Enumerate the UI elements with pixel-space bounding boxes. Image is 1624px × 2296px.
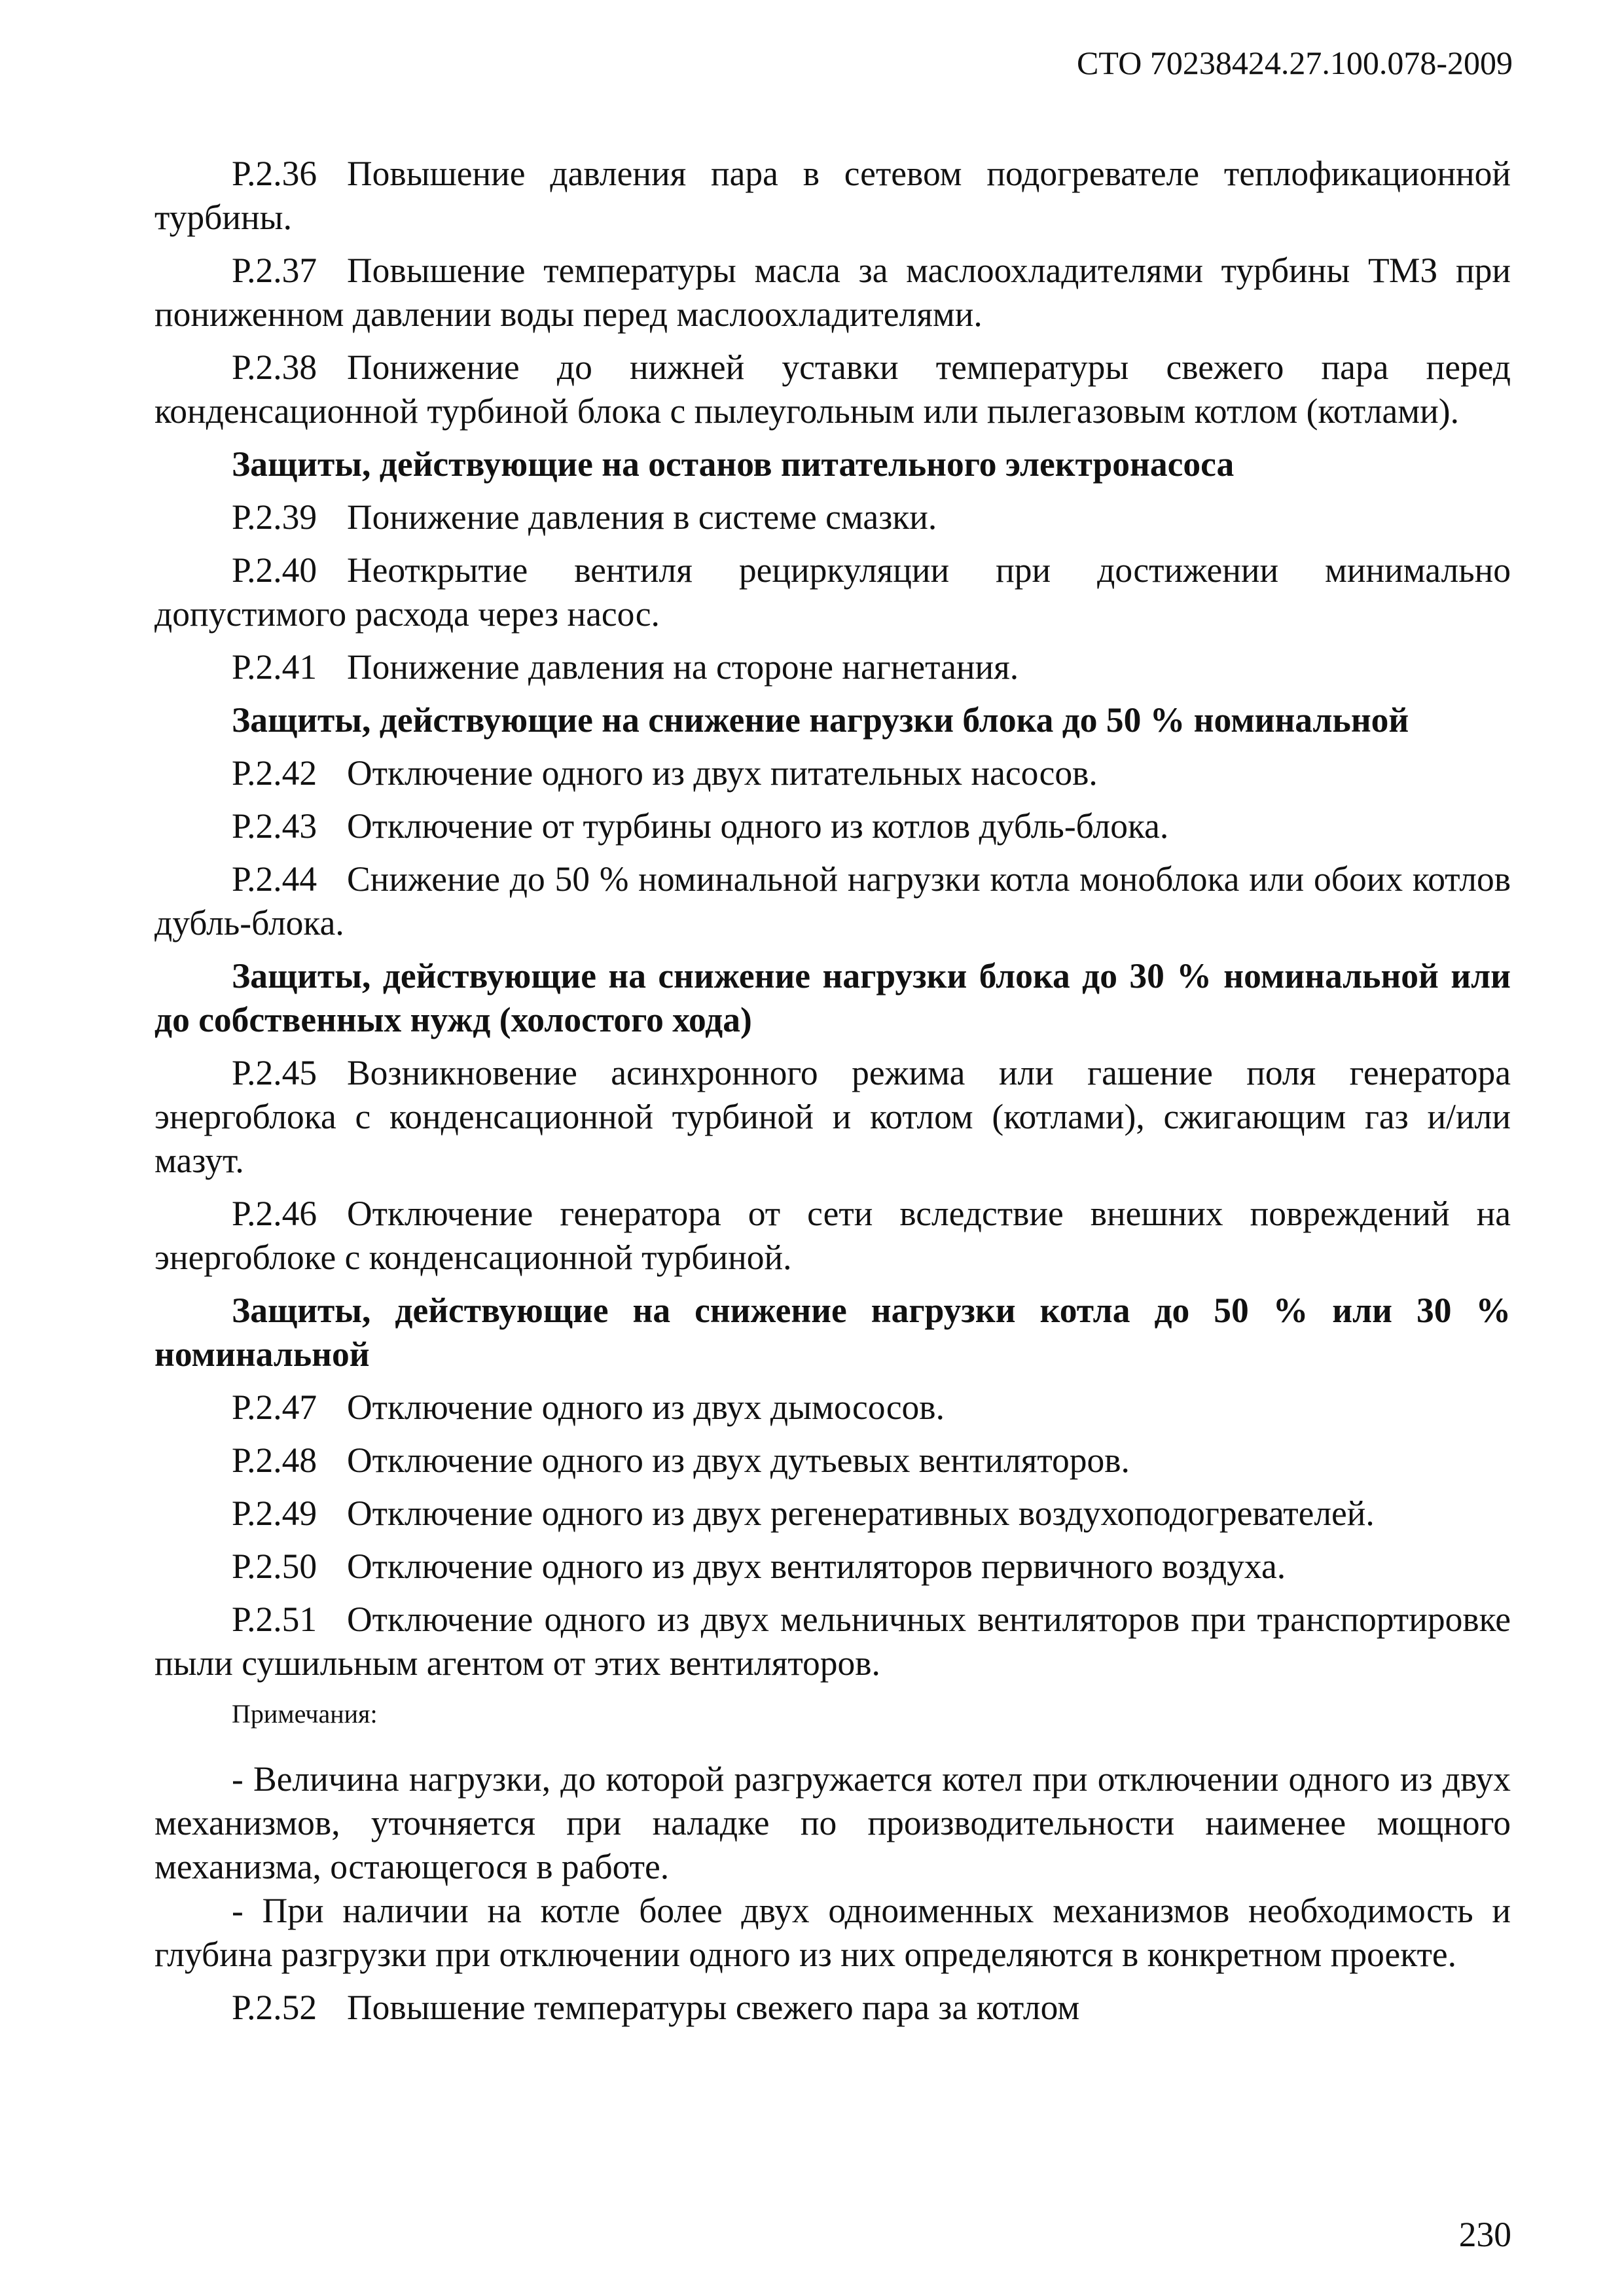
- clause-text: Снижение до 50 % номинальной нагрузки котла моноблока или обоих котлов дубль-блока.: [154, 859, 1511, 942]
- clause-p2-52: [154, 1986, 1511, 2030]
- clause-p2-51: [154, 1598, 1511, 1685]
- clause-number: Р.2.43: [232, 806, 317, 846]
- note-1: - Величина нагрузки, до которой разгружается котел при отключении одного из двух механизмов, уточняется при наладке по производительности наименее мощного механизма, остающегося в работе.: [154, 1759, 1511, 1886]
- clause-p2-49: [154, 1492, 1511, 1535]
- clause-number: Р.2.47: [232, 1388, 317, 1427]
- clause-text: Возникновение асинхронного режима или гашение поля генератора энергоблока с конденсационной турбиной и котлом (котлами), сжигающим газ и/или мазут.: [154, 1053, 1511, 1180]
- clause-text: Отключение одного из двух питательных насосов.: [347, 753, 1098, 793]
- clause-p2-45: [154, 1051, 1511, 1183]
- clause-text: Отключение одного из двух регенеративных воздухоподогревателей.: [347, 1494, 1375, 1533]
- note-2: - При наличии на котле более двух одноименных механизмов необходимость и глубина разгрузки при отключении одного из них определяются в конкретном проекте.: [154, 1891, 1511, 1974]
- clause-p2-39: [154, 495, 1511, 539]
- clause-text: Повышение температуры масла за маслоохладителями турбины ТМЗ при пониженном давлении воды перед маслоохладителями.: [154, 251, 1511, 334]
- notes-title: Примечания:: [232, 1699, 378, 1729]
- section-heading-unit-30: Защиты, действующие на снижение нагрузки блока до 30 % номинальной или до собственных нужд (холостого хода): [154, 956, 1511, 1039]
- clause-p2-44: [154, 857, 1511, 945]
- clause-number: Р.2.49: [232, 1494, 317, 1533]
- clause-text: Повышение температуры свежего пара за котлом: [347, 1988, 1080, 2027]
- clause-text: Понижение до нижней уставки температуры свежего пара перед конденсационной турбиной блока с пылеугольным или пылегазовым котлом (котлами).: [154, 348, 1511, 431]
- clause-number: Р.2.42: [232, 753, 317, 793]
- clause-p2-50: [154, 1545, 1511, 1588]
- clause-text: Отключение одного из двух дымососов.: [347, 1388, 945, 1427]
- clause-text: Неоткрытие вентиля рециркуляции при достижении минимально допустимого расхода через насос.: [154, 550, 1511, 634]
- clause-number: Р.2.48: [232, 1441, 317, 1480]
- clause-number: Р.2.51: [232, 1600, 317, 1639]
- clause-text: Отключение одного из двух дутьевых вентиляторов.: [347, 1441, 1130, 1480]
- section-heading-unit-50: Защиты, действующие на снижение нагрузки блока до 50 % номинальной: [232, 700, 1409, 740]
- document-body: [154, 152, 1511, 2030]
- clause-p2-37: [154, 249, 1511, 336]
- clause-text: Отключение от турбины одного из котлов дубль-блока.: [347, 806, 1169, 846]
- clause-text: Отключение одного из двух мельничных вентиляторов при транспортировке пыли сушильным агентом от этих вентиляторов.: [154, 1600, 1511, 1683]
- section-heading-boiler: Защиты, действующие на снижение нагрузки котла до 50 % или 30 % номинальной: [154, 1291, 1511, 1374]
- clause-p2-40: [154, 548, 1511, 636]
- document-code-header: СТО 70238424.27.100.078-2009: [1077, 45, 1513, 81]
- clause-text: Понижение давления на стороне нагнетания.: [347, 647, 1019, 687]
- clause-p2-46: [154, 1192, 1511, 1280]
- clause-number: Р.2.36: [232, 154, 317, 193]
- clause-number: Р.2.50: [232, 1547, 317, 1586]
- clause-number: Р.2.45: [232, 1053, 317, 1092]
- clause-number: Р.2.52: [232, 1988, 317, 2027]
- clause-number: Р.2.46: [232, 1194, 317, 1233]
- clause-text: Отключение одного из двух вентиляторов первичного воздуха.: [347, 1547, 1286, 1586]
- clause-p2-48: [154, 1439, 1511, 1482]
- clause-text: Отключение генератора от сети вследствие внешних повреждений на энергоблоке с конденсационной турбиной.: [154, 1194, 1511, 1277]
- clause-text: Повышение давления пара в сетевом подогревателе теплофикационной турбины.: [154, 154, 1511, 237]
- clause-number: Р.2.40: [232, 550, 317, 590]
- clause-p2-43: [154, 804, 1511, 848]
- clause-text: Понижение давления в системе смазки.: [347, 497, 937, 537]
- clause-number: Р.2.44: [232, 859, 317, 899]
- clause-number: Р.2.38: [232, 348, 317, 387]
- clause-p2-36: [154, 152, 1511, 240]
- clause-number: Р.2.37: [232, 251, 317, 290]
- clause-number: Р.2.41: [232, 647, 317, 687]
- clause-number: Р.2.39: [232, 497, 317, 537]
- clause-p2-42: [154, 751, 1511, 795]
- page-number: 230: [1458, 2215, 1511, 2254]
- clause-p2-41: [154, 645, 1511, 689]
- clause-p2-38: [154, 346, 1511, 433]
- clause-p2-47: [154, 1386, 1511, 1429]
- section-heading-feed-pump: Защиты, действующие на останов питательного электронасоса: [232, 444, 1235, 484]
